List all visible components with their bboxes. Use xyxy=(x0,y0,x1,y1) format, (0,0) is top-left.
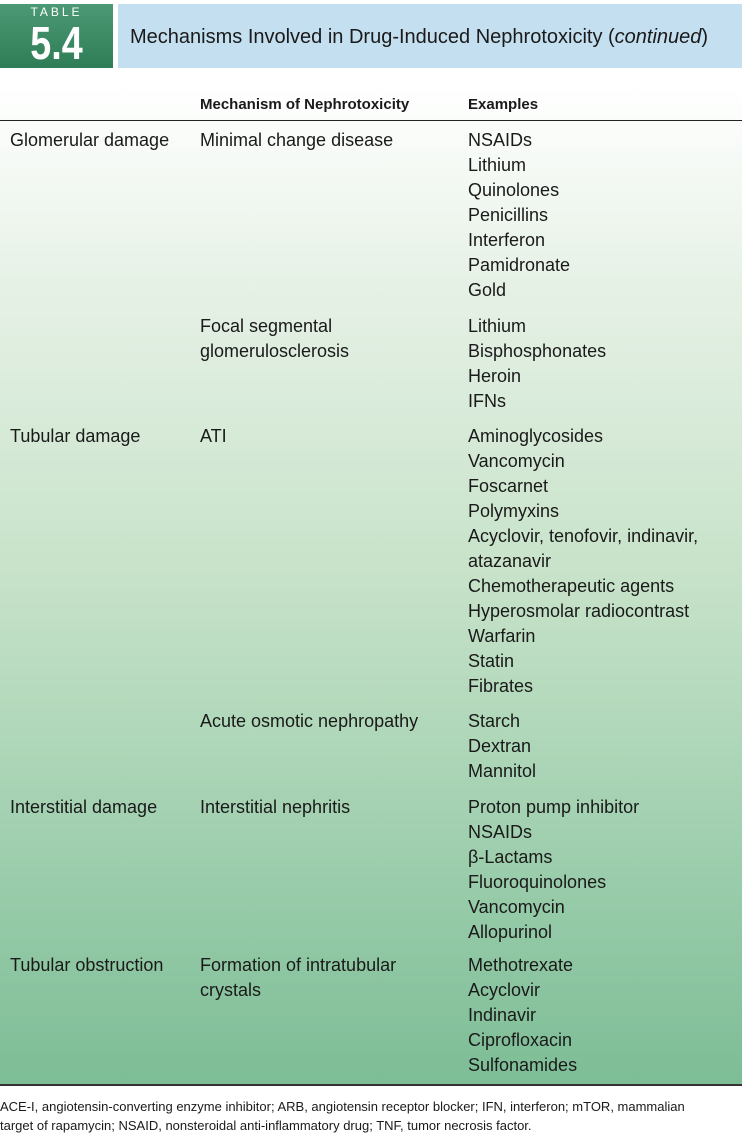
example-item: Fibrates xyxy=(468,676,534,696)
table-title xyxy=(130,26,708,49)
mechanism-cell xyxy=(200,709,418,734)
table-bottom-rule xyxy=(0,1084,742,1086)
category-cell: Tubular obstruction xyxy=(10,955,164,975)
category-cell: Tubular damage xyxy=(10,426,141,446)
title-main: Mechanisms Involved in Drug-Induced Nephrotoxicity ( xyxy=(130,26,615,48)
mechanism-cell xyxy=(200,953,396,1003)
example-item: Lithium xyxy=(468,316,527,336)
example-item: Acyclovir xyxy=(468,980,541,1000)
example-item: Methotrexate xyxy=(468,955,574,975)
example-item: Sulfonamides xyxy=(468,1055,578,1075)
examples-cell xyxy=(468,314,606,414)
mechanism-line: Acute osmotic nephropathy xyxy=(200,711,419,731)
category-cell: Interstitial damage xyxy=(10,797,158,817)
example-item: Dextran xyxy=(468,736,532,756)
example-item: Vancomycin xyxy=(468,451,565,471)
example-item: Warfarin xyxy=(468,626,536,646)
example-item: NSAIDs xyxy=(468,130,533,150)
examples-cell xyxy=(468,424,698,699)
title-bar xyxy=(118,4,742,68)
table-number-badge xyxy=(0,4,113,68)
footnote-line: ACE-I, angiotensin-converting enzyme inhibitor; ARB, angiotensin receptor blocker; IFN, interferon; mTOR, mammalian xyxy=(0,1099,685,1114)
nephrotoxicity-table xyxy=(0,86,742,1084)
example-item: atazanavir xyxy=(468,551,552,571)
mechanism-line: Interstitial nephritis xyxy=(200,797,351,817)
example-item: Starch xyxy=(468,711,521,731)
example-item: Gold xyxy=(468,280,507,300)
examples-cell xyxy=(468,795,639,945)
example-item: Pamidronate xyxy=(468,255,571,275)
category-cell: Glomerular damage xyxy=(10,130,170,150)
example-item: Allopurinol xyxy=(468,922,553,942)
title-italic: continued xyxy=(614,26,702,48)
example-item: NSAIDs xyxy=(468,822,533,842)
column-header-examples: Examples xyxy=(468,96,539,113)
example-item: Penicillins xyxy=(468,205,549,225)
examples-cell xyxy=(468,953,577,1078)
badge-number: 5.4 xyxy=(30,17,83,69)
badge-label: TABLE xyxy=(30,5,83,19)
title-end: ) xyxy=(701,26,709,48)
example-item: Heroin xyxy=(468,366,522,386)
example-item: Chemotherapeutic agents xyxy=(468,576,675,596)
table-footnote xyxy=(0,1097,742,1135)
mechanism-line: glomerulosclerosis xyxy=(200,341,350,361)
example-item: Vancomycin xyxy=(468,897,565,917)
example-item: Aminoglycosides xyxy=(468,426,604,446)
examples-cell xyxy=(468,128,570,303)
example-item: Indinavir xyxy=(468,1005,537,1025)
example-item: IFNs xyxy=(468,391,506,411)
example-item: Quinolones xyxy=(468,180,560,200)
example-item: Ciprofloxacin xyxy=(468,1030,573,1050)
mechanism-line: Formation of intratubular xyxy=(200,955,397,975)
example-item: Foscarnet xyxy=(468,476,549,496)
examples-cell xyxy=(468,709,536,784)
example-item: Bisphosphonates xyxy=(468,341,607,361)
example-item: Hyperosmolar radiocontrast xyxy=(468,601,690,621)
example-item: Proton pump inhibitor xyxy=(468,797,640,817)
example-item: Interferon xyxy=(468,230,546,250)
mechanism-line: ATI xyxy=(200,426,227,446)
mechanism-cell xyxy=(200,314,349,364)
mechanism-line: crystals xyxy=(200,980,262,1000)
example-item: Fluoroquinolones xyxy=(468,872,607,892)
mechanism-cell xyxy=(200,128,393,153)
mechanism-line: Minimal change disease xyxy=(200,130,394,150)
example-item: Mannitol xyxy=(468,761,537,781)
example-item: Polymyxins xyxy=(468,501,560,521)
table-header xyxy=(0,0,742,68)
example-item: Statin xyxy=(468,651,515,671)
mechanism-cell xyxy=(200,424,227,449)
footnote-line: target of rapamycin; NSAID, nonsteroidal anti-inflammatory drug; TNF, tumor necrosis factor. xyxy=(0,1118,532,1133)
mechanism-line: Focal segmental xyxy=(200,316,333,336)
mechanism-cell xyxy=(200,795,350,820)
column-header-mechanism: Mechanism of Nephrotoxicity xyxy=(200,96,410,113)
example-item: β-Lactams xyxy=(468,847,553,867)
example-item: Lithium xyxy=(468,155,527,175)
column-headers xyxy=(0,86,742,121)
example-item: Acyclovir, tenofovir, indinavir, xyxy=(468,526,699,546)
